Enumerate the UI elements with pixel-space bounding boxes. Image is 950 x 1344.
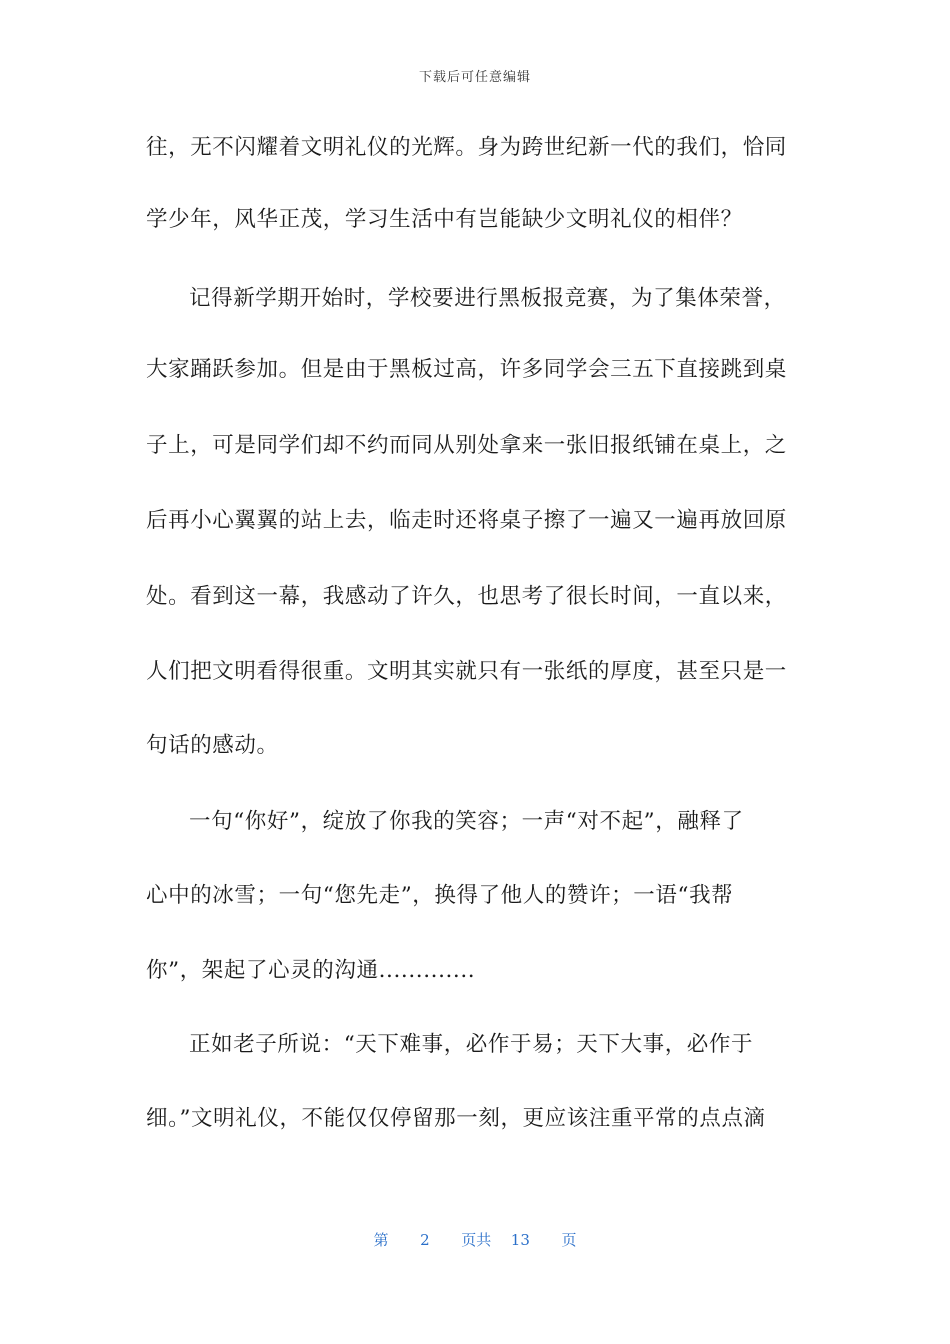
footer-suffix: 页 [561,1231,577,1249]
text-line: 学少年，风华正茂，学习生活中有岂能缺少文明礼仪的相伴？ [146,207,743,232]
text-line: 往，无不闪耀着文明礼仪的光辉。身为跨世纪新一代的我们，恰同 [146,135,787,160]
download-note: 下载后可任意编辑 [418,70,531,85]
text-line: 人们把文明看得很重。文明其实就只有一张纸的厚度，甚至只是一 [146,659,787,684]
text-line: 心中的冰雪；一句“您先走”，换得了他人的赞许；一语“我帮 [146,883,734,908]
text-line: 你”，架起了心灵的沟通............. [146,958,476,983]
text-line: 子上，可是同学们却不约而同从别处拿来一张旧报纸铺在桌上，之 [146,433,787,458]
footer-middle: 页共 [461,1231,492,1249]
current-page-number: 2 [420,1231,430,1249]
footer-prefix: 第 [373,1231,389,1249]
text-line: 记得新学期开始时，学校要进行黑板报竞赛，为了集体荣誉， [189,286,786,311]
page-number-footer [0,1229,950,1250]
text-line: 正如老子所说：“天下难事，必作于易；天下大事，必作于 [189,1032,754,1057]
text-line: 处。看到这一幕，我感动了许久，也思考了很长时间，一直以来， [146,584,787,609]
total-page-count: 13 [510,1231,530,1249]
text-line: 大家踊跃参加。但是由于黑板过高，许多同学会三五下直接跳到桌 [146,357,787,382]
text-line: 句话的感动。 [146,733,279,758]
text-line: 细。”文明礼仪，不能仅仅停留那一刻，更应该注重平常的点点滴 [146,1106,766,1131]
text-line: 后再小心翼翼的站上去，临走时还将桌子擦了一遍又一遍再放回原 [146,508,787,533]
text-line: 一句“你好”，绽放了你我的笑容；一声“对不起”，融释了 [189,809,744,834]
